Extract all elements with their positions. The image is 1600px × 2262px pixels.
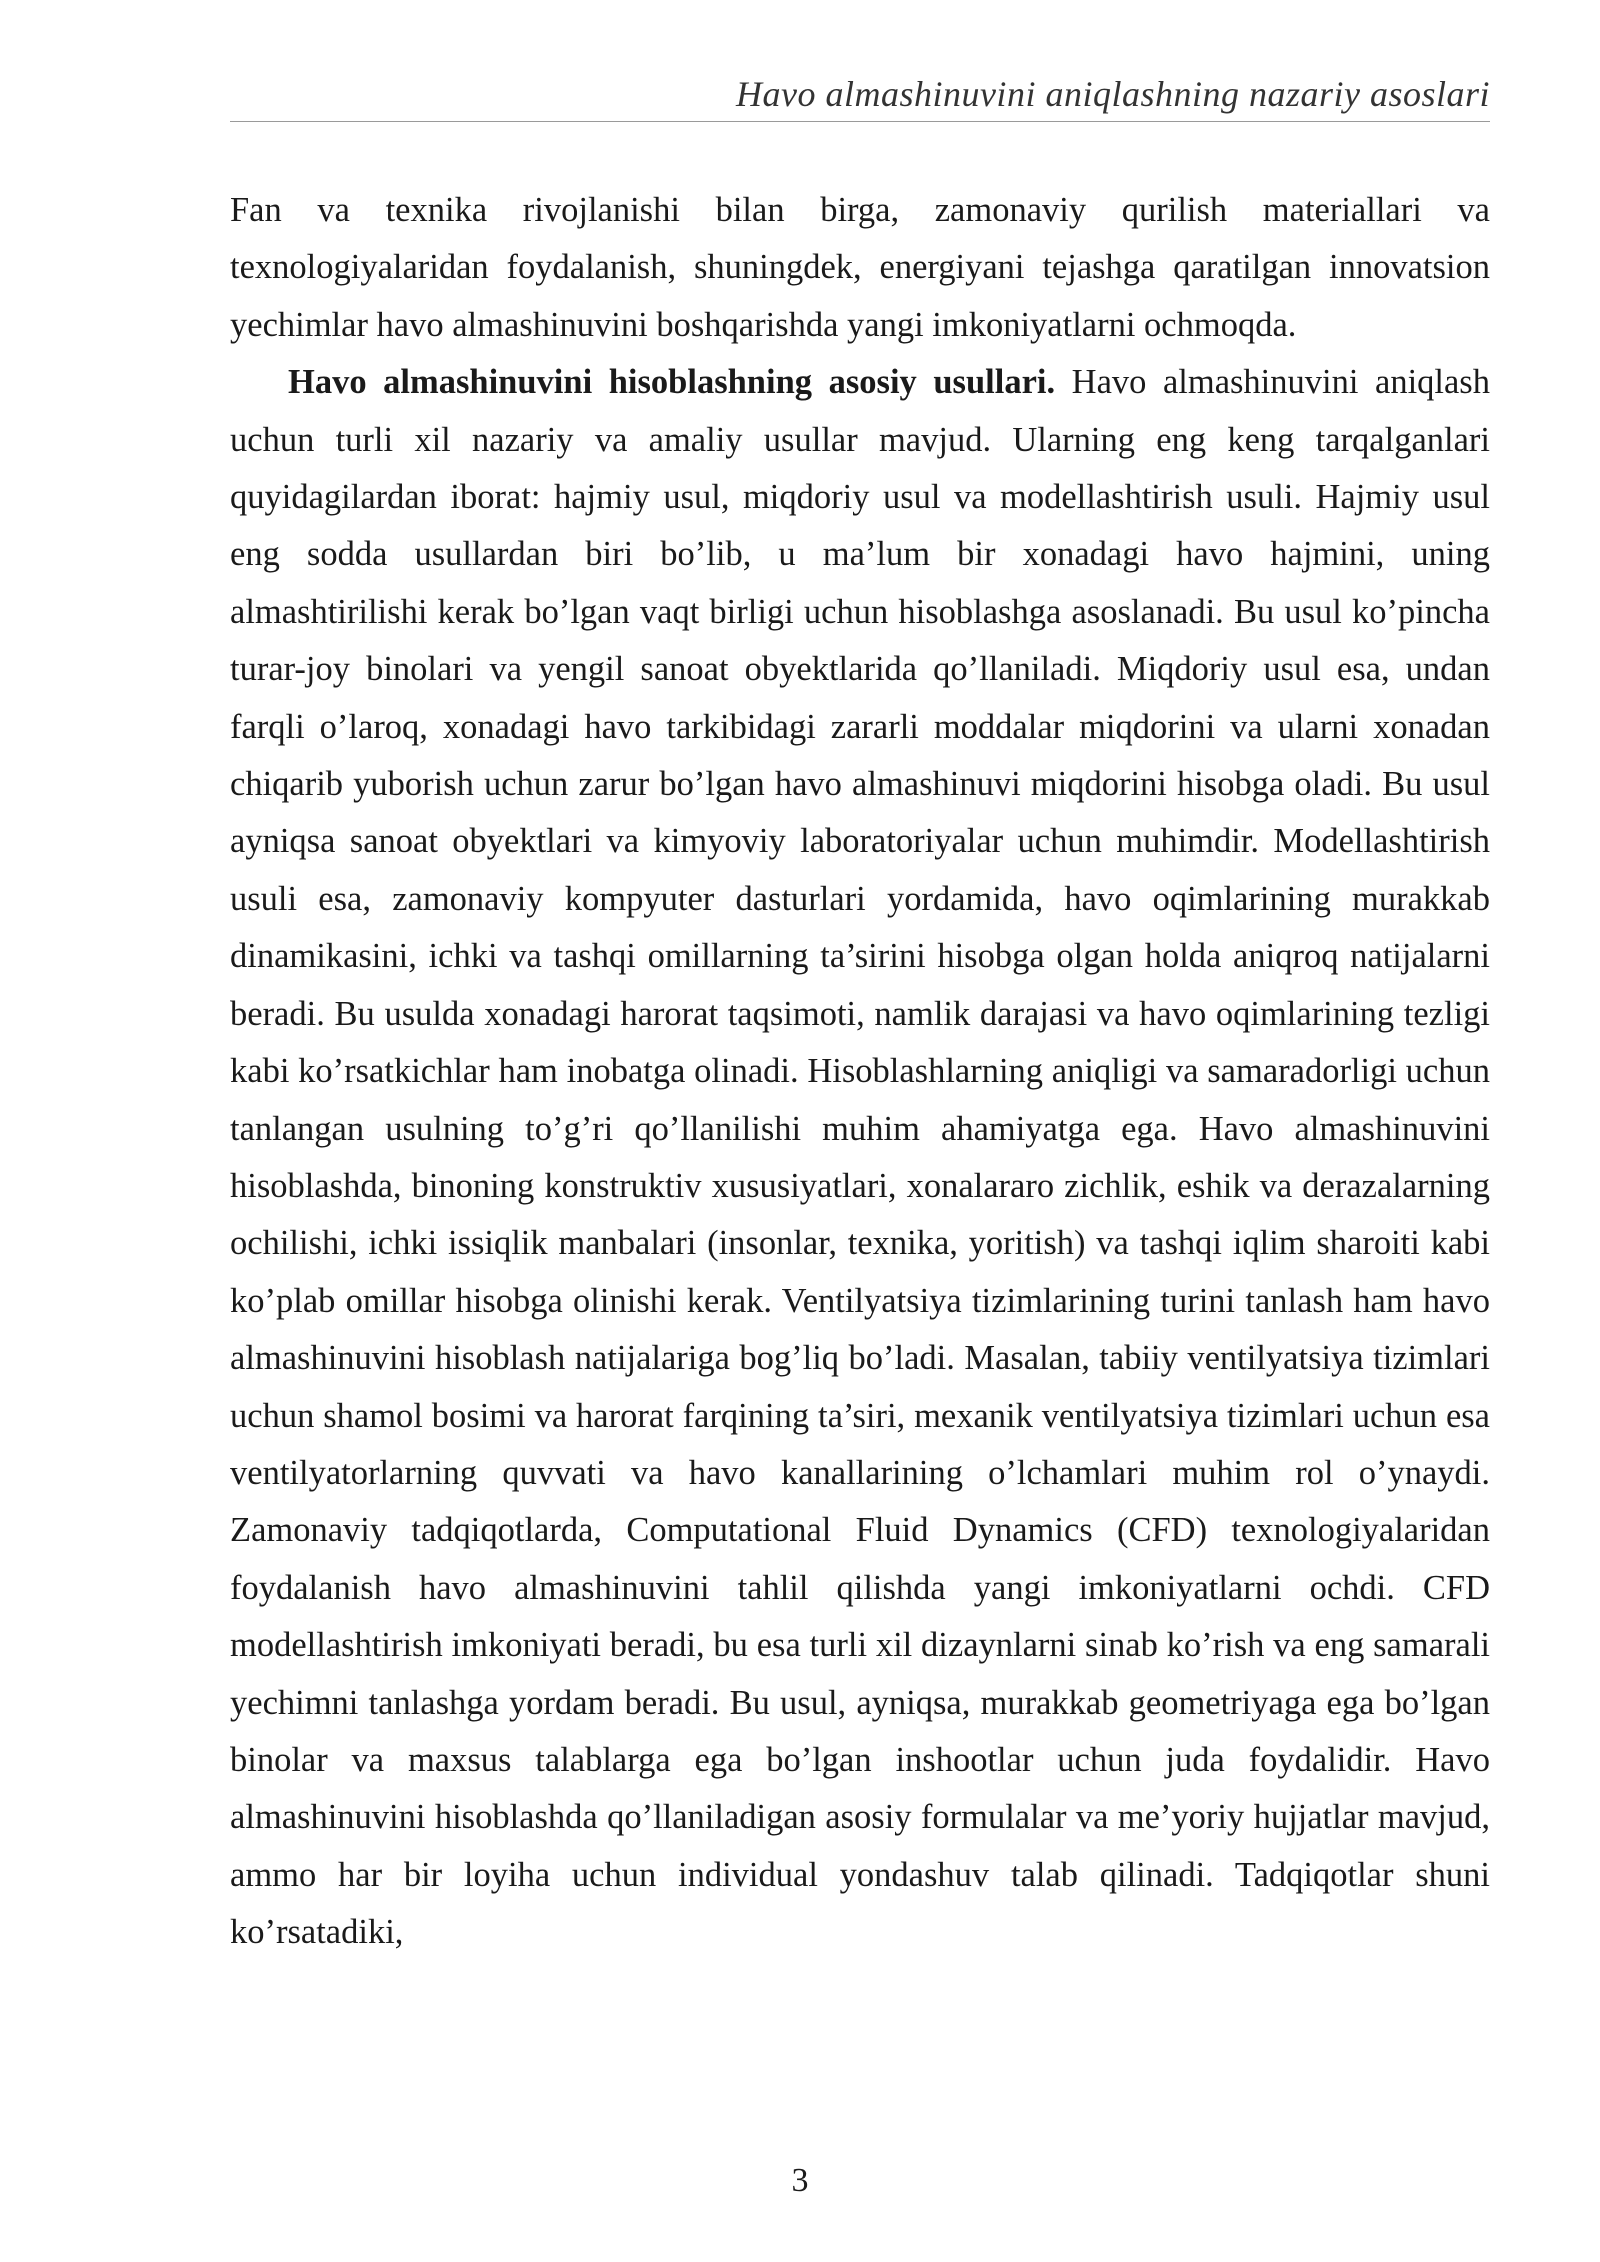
paragraph-methods (230, 354, 1490, 1961)
paragraph-intro: Fan va texnika rivojlanishi bilan birga, zamonaviy qurilish materiallari va texnologiyalaridan foydalanish, shuningdek, energiyani tejashga qaratilgan innovatsion yechimlar havo almashinuvini boshqarishda yangi imkoniyatlarni ochmoqda. (230, 191, 1490, 344)
header-divider (230, 121, 1490, 122)
section-heading: Havo almashinuvini hisoblashning asosiy usullari. (288, 363, 1056, 402)
running-header: Havo almashinuvini aniqlashning nazariy asoslari (735, 74, 1490, 114)
page-number: 3 (791, 2162, 809, 2199)
paragraph-methods-text: Havo almashinuvini aniqlash uchun turli xil nazariy va amaliy usullar mavjud. Ularning eng keng tarqalganlari quyidagilardan iborat: hajmiy usul, miqdoriy usul va modellashtirish usuli. Hajmiy usul eng sodda usullardan biri bo’lib, u ma’lum bir xonadagi havo hajmini, uning almashtirilishi kerak bo’lgan vaqt birligi uchun hisoblashga asoslanadi. Bu usul ko’pincha turar-joy binolari va yengil sanoat obyektlarida qo’llaniladi. Miqdoriy usul esa, undan farqli o’laroq, xonadagi havo tarkibidagi zararli moddalar miqdorini va ularni xonadan chiqarib yuborish uchun zarur bo’lgan havo almashinuvi miqdorini hisobga oladi. Bu usul ayniqsa sanoat obyektlari va kimyoviy laboratoriyalar uchun muhimdir. Modellashtirish usuli esa, zamonaviy kompyuter dasturlari yordamida, havo oqimlarining murakkab dinamikasini, ichki va tashqi omillarning ta’sirini hisobga olgan holda aniqroq natijalarni beradi. Bu usulda xonadagi harorat taqsimoti, namlik darajasi va havo oqimlarining tezligi kabi ko’rsatkichlar ham inobatga olinadi. Hisoblashlarning aniqligi va samaradorligi uchun tanlangan usulning to’g’ri qo’llanilishi muhim ahamiyatga ega. Havo almashinuvini hisoblashda, binoning konstruktiv xususiyatlari, xonalararo zichlik, eshik va derazalarning ochilishi, ichki issiqlik manbalari (insonlar, texnika, yoritish) va tashqi iqlim sharoiti kabi ko’plab omillar hisobga olinishi kerak. Ventilyatsiya tizimlarining turini tanlash ham havo almashinuvini hisoblash natijalariga bog’liq bo’ladi. Masalan, tabiiy ventilyatsiya tizimlari uchun shamol bosimi va harorat farqining ta’siri, mexanik ventilyatsiya tizimlari uchun esa ventilyatorlarning quvvati va havo kanallarining o’lchamlari muhim rol o’ynaydi. Zamonaviy tadqiqotlarda, Computational Fluid Dynamics (CFD) texnologiyalaridan foydalanish havo almashinuvini tahlil qilishda yangi imkoniyatlarni ochdi. CFD modellashtirish imkoniyati beradi, bu esa turli xil dizaynlarni sinab ko’rish va eng samarali yechimni tanlashga yordam beradi. Bu usul, ayniqsa, murakkab geometriyaga ega bo’lgan binolar va maxsus talablarga ega bo’lgan inshootlar uchun juda foydalidir. Havo almashinuvini hisoblashda qo’llaniladigan asosiy formulalar va me’yoriy hujjatlar mavjud, ammo har bir loyiha uchun individual yondashuv talab qilinadi. Tadqiqotlar shuni ko’rsatadiki, (230, 363, 1490, 1952)
body-text (230, 182, 1490, 1962)
